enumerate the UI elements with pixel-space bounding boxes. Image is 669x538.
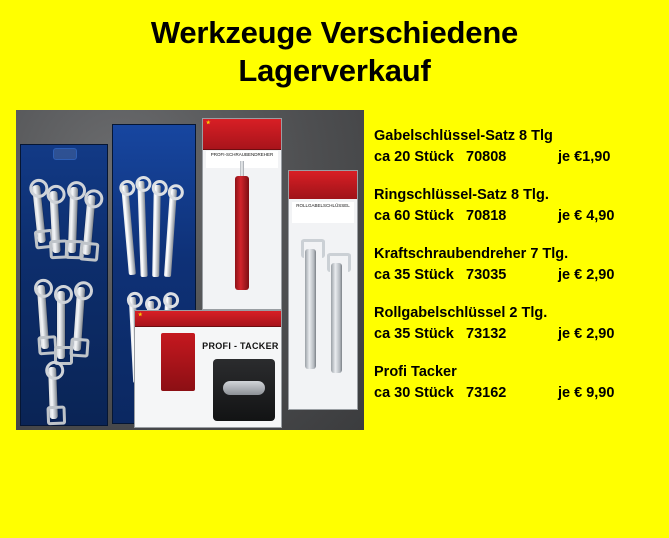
spanner-3 — [152, 185, 161, 277]
product-meta — [374, 265, 662, 286]
adjustable-wrench-pack — [288, 170, 358, 410]
screwdriver-pack-label: PROFI-SCHRAUBENDREHER — [206, 151, 278, 168]
screwdriver-handle — [235, 176, 249, 290]
spanner-2 — [137, 181, 147, 277]
wrench-4 — [82, 195, 95, 255]
blister-hang-hole — [53, 148, 77, 160]
spanner-1 — [121, 185, 136, 275]
product-price: je € 4,90 — [558, 208, 615, 225]
adjustable-wrench-1 — [305, 249, 316, 369]
profi-tacker-pack — [134, 310, 282, 428]
product-article-number: 73035 — [466, 267, 507, 284]
tacker-insert-card — [161, 333, 195, 391]
tacker-pack-header — [135, 311, 281, 327]
product-price: je €1,90 — [558, 149, 611, 166]
product-name: Profi Tacker — [374, 364, 457, 381]
wrench-2 — [49, 191, 60, 253]
product-meta — [374, 147, 662, 168]
page-title — [0, 14, 669, 90]
pack-brand-label: ★ — [206, 120, 211, 126]
product-meta — [374, 324, 662, 345]
adjustable-pack-label: ROLLGABELSCHLÜSSEL — [292, 202, 355, 223]
product-list — [374, 126, 662, 421]
product-quantity: ca 20 Stück — [374, 149, 454, 166]
product-name: Rollgabelschlüssel 2 Tlg. — [374, 305, 548, 322]
adjustable-pack-header — [289, 171, 357, 199]
wrench-5 — [37, 285, 49, 349]
wrench-7 — [73, 287, 85, 351]
product-article-number: 73162 — [466, 385, 507, 402]
product-name: Kraftschraubendreher 7 Tlg. — [374, 246, 569, 263]
tool-assortment-photo — [16, 110, 364, 430]
wrench-3 — [68, 187, 78, 253]
product-name: Ringschlüssel-Satz 8 Tlg. — [374, 187, 549, 204]
product-price: je € 2,90 — [558, 326, 615, 343]
product-quantity: ca 60 Stück — [374, 208, 454, 225]
page-title-line-2: Lagerverkauf — [238, 52, 431, 88]
page-title-line-1: Werkzeuge Verschiedene — [150, 15, 519, 50]
wrench-1 — [32, 185, 46, 244]
list-item — [374, 244, 662, 286]
wrench-set-blister — [20, 144, 108, 426]
product-meta — [374, 206, 662, 227]
product-name: Gabelschlüssel-Satz 8 Tlg — [374, 128, 553, 144]
wrench-8 — [48, 367, 58, 419]
screwdriver-set-pack — [202, 118, 282, 310]
product-price: je € 2,90 — [558, 267, 615, 284]
product-price: je € 9,90 — [558, 385, 615, 402]
adjustable-wrench-2 — [331, 263, 342, 373]
spanner-4 — [164, 189, 177, 277]
tacker-pack-title: PROFI - TACKER — [202, 341, 279, 352]
list-item — [374, 362, 662, 404]
product-quantity: ca 35 Stück — [374, 326, 454, 343]
product-article-number: 73132 — [466, 326, 507, 343]
screwdriver-pack-header — [203, 119, 281, 150]
tacker-brand-label: ★ — [138, 312, 143, 318]
product-quantity: ca 35 Stück — [374, 267, 454, 284]
product-article-number: 70818 — [466, 208, 507, 225]
product-meta — [374, 383, 662, 404]
product-article-number: 70808 — [466, 149, 507, 166]
wrench-6 — [57, 291, 65, 359]
list-item — [374, 126, 662, 168]
stapler-tool — [213, 359, 275, 421]
product-quantity: ca 30 Stück — [374, 385, 454, 402]
list-item — [374, 185, 662, 227]
list-item — [374, 303, 662, 345]
